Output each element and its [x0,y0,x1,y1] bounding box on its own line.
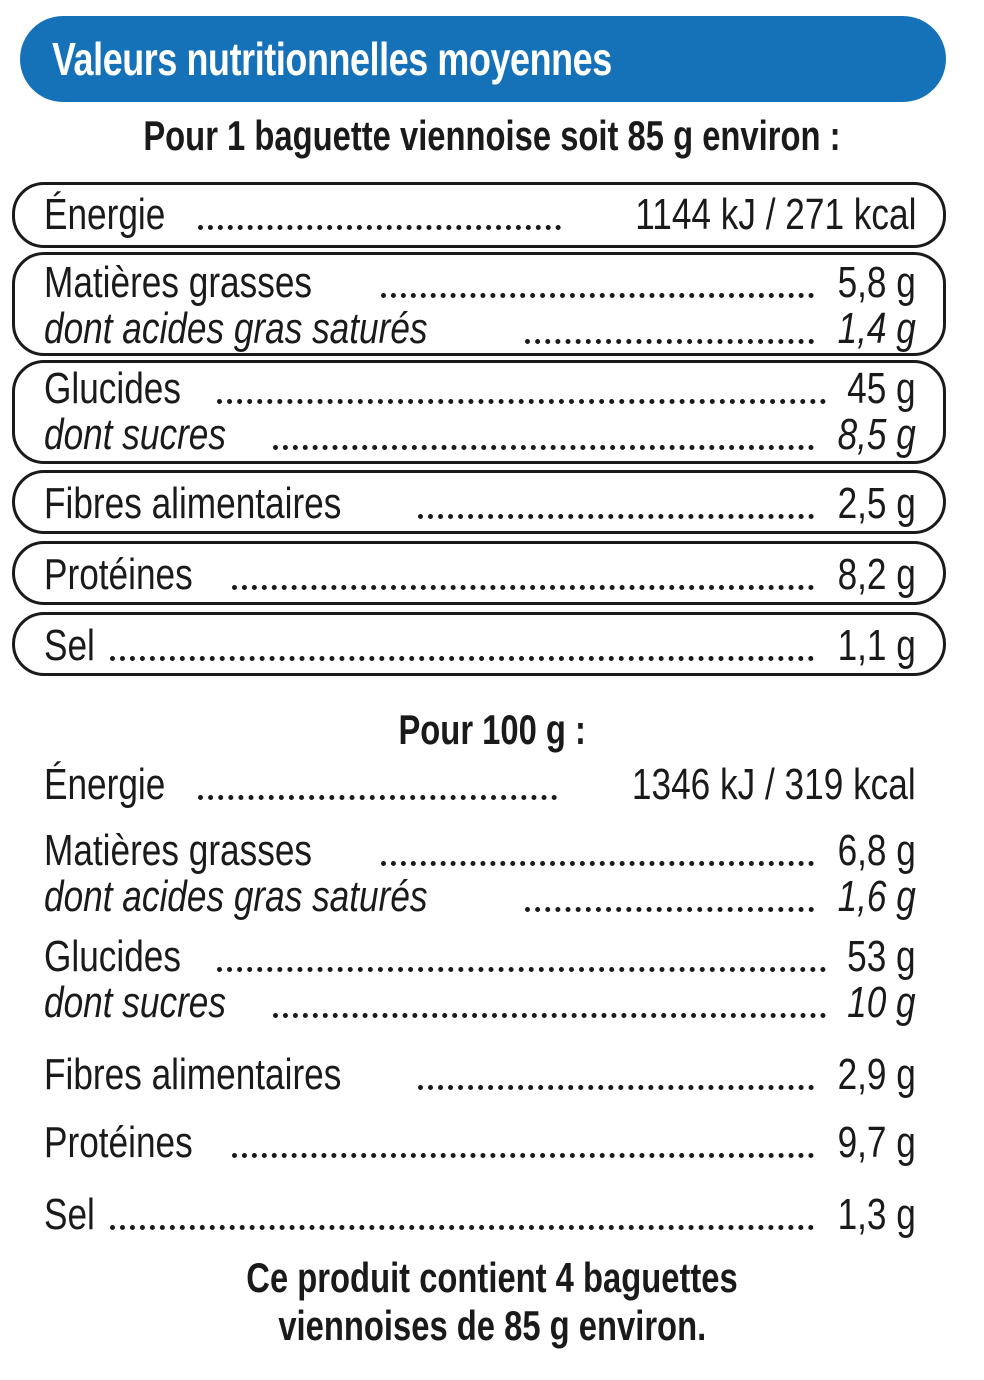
leader-dots [217,967,826,972]
leader-dots [381,293,814,298]
leader-dots [217,399,826,404]
portion-row-fiber: Fibres alimentaires 2,5 g [44,479,916,528]
leader-dots [232,1153,814,1158]
leader-dots [381,861,814,866]
leader-dots [110,656,815,661]
leader-dots [525,907,814,912]
per100-row-salt: Sel 1,3 g [44,1190,916,1239]
portion-row-salt: Sel 1,1 g [44,621,916,670]
portion-row-saturated: dont acides gras saturés 1,4 g [44,304,916,353]
portion-row-energy: Énergie 1144 kJ / 271 kcal [44,190,916,239]
per100-row-fiber: Fibres alimentaires 2,9 g [44,1050,916,1099]
leader-dots [273,445,814,450]
per100-row-saturated: dont acides gras saturés 1,6 g [44,872,916,921]
portion-row-carbs: Glucides 45 g [44,364,916,413]
portion-row-fat: Matières grasses 5,8 g [44,258,916,307]
per100-row-energy: Énergie 1346 kJ / 319 kcal [44,760,916,809]
leader-dots [418,1085,814,1090]
leader-dots [273,1013,826,1018]
footer-line-2: viennoises de 85 g environ. [278,1302,706,1349]
leader-dots [110,1225,815,1230]
page-title: Valeurs nutritionnelles moyennes [52,33,612,85]
per100-row-protein: Protéines 9,7 g [44,1118,916,1167]
leader-dots [198,225,561,230]
portion-row-protein: Protéines 8,2 g [44,550,916,599]
title-banner [20,16,946,102]
leader-dots [232,585,814,590]
per-100g-heading: Pour 100 g : [398,706,586,753]
portion-row-sugars: dont sucres 8,5 g [44,410,916,459]
footer-line-1: Ce produit contient 4 baguettes [246,1254,738,1301]
per100-row-fat: Matières grasses 6,8 g [44,826,916,875]
leader-dots [418,514,814,519]
leader-dots [198,795,558,800]
per-portion-heading: Pour 1 baguette viennoise soit 85 g environ : [143,112,841,159]
per100-row-sugars: dont sucres 10 g [44,978,916,1027]
footer-note [0,1254,984,1350]
per100-row-carbs: Glucides 53 g [44,932,916,981]
leader-dots [525,339,814,344]
